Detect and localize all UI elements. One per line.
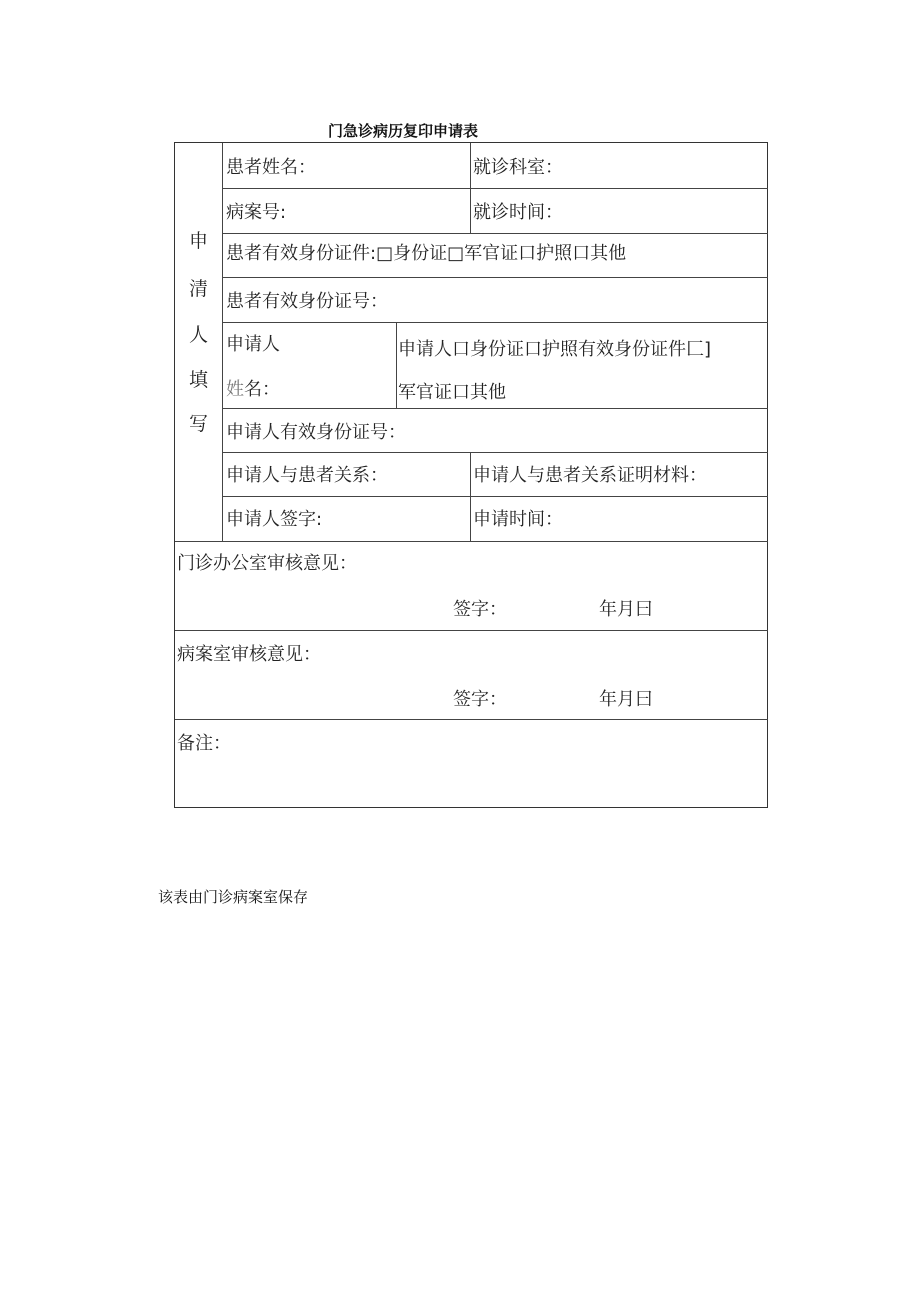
department-field[interactable]: 就诊科室： (473, 157, 563, 178)
divider (222, 496, 768, 497)
divider (222, 408, 768, 409)
applicant-signature-field[interactable]: 申请人签字: (226, 509, 323, 530)
side-label-char: 清 (189, 278, 209, 300)
patient-id-type-field[interactable]: 患者有效身份证件:□身份证□军官证口护照口其他 (226, 243, 627, 264)
outpatient-review-signature[interactable]: 签字： (453, 599, 507, 620)
application-form (174, 142, 768, 808)
divider (222, 322, 768, 323)
remarks-field[interactable]: 备注： (177, 733, 231, 754)
divider (222, 452, 768, 453)
records-review-date[interactable]: 年月曰 (599, 689, 653, 710)
visit-time-field[interactable]: 就诊时间： (473, 202, 563, 223)
side-label-char: 填 (189, 369, 209, 391)
records-review-label: 病案室审核意见： (177, 644, 321, 665)
side-label-char: 人 (189, 324, 209, 346)
outpatient-review-date[interactable]: 年月曰 (599, 599, 653, 620)
divider (175, 719, 768, 720)
relationship-field[interactable]: 申请人与患者关系： (226, 465, 388, 486)
applicant-id-type-field[interactable]: 申请人口身份证口护照有效身份证件匚] (398, 339, 712, 360)
patient-name-field[interactable]: 患者姓名： (226, 157, 316, 178)
side-label-char: 申 (189, 230, 209, 252)
form-title: 门急诊病历复印申请表 (328, 122, 479, 140)
divider (396, 322, 397, 408)
divider (470, 452, 471, 541)
applicant-name-label: 申请人 (226, 334, 280, 355)
side-label-column (175, 143, 223, 541)
applicant-id-type-line2[interactable]: 军官证口其他 (398, 382, 506, 403)
footer-note: 该表由门诊病案室保存 (158, 888, 309, 906)
divider (222, 188, 768, 189)
applicant-name-rest: 名： (244, 379, 280, 400)
apply-time-field[interactable]: 申请时间： (473, 509, 563, 530)
divider (175, 630, 768, 631)
outpatient-review-label: 门诊办公室审核意见： (177, 553, 357, 574)
divider (222, 277, 768, 278)
applicant-id-number-field[interactable]: 申请人有效身份证号： (226, 422, 406, 443)
patient-id-number-field[interactable]: 患者有效身份证号： (226, 291, 388, 312)
applicant-name-field[interactable] (226, 379, 280, 401)
divider (222, 143, 223, 541)
side-label-char: 写 (189, 413, 209, 435)
case-number-field[interactable]: 病案号: (226, 202, 287, 223)
applicant-name-grey-char: 姓 (226, 379, 244, 400)
divider (470, 143, 471, 233)
divider (222, 233, 768, 234)
records-review-signature[interactable]: 签字： (453, 689, 507, 710)
divider (175, 541, 768, 542)
relationship-proof-field[interactable]: 申请人与患者关系证明材料： (473, 465, 707, 486)
